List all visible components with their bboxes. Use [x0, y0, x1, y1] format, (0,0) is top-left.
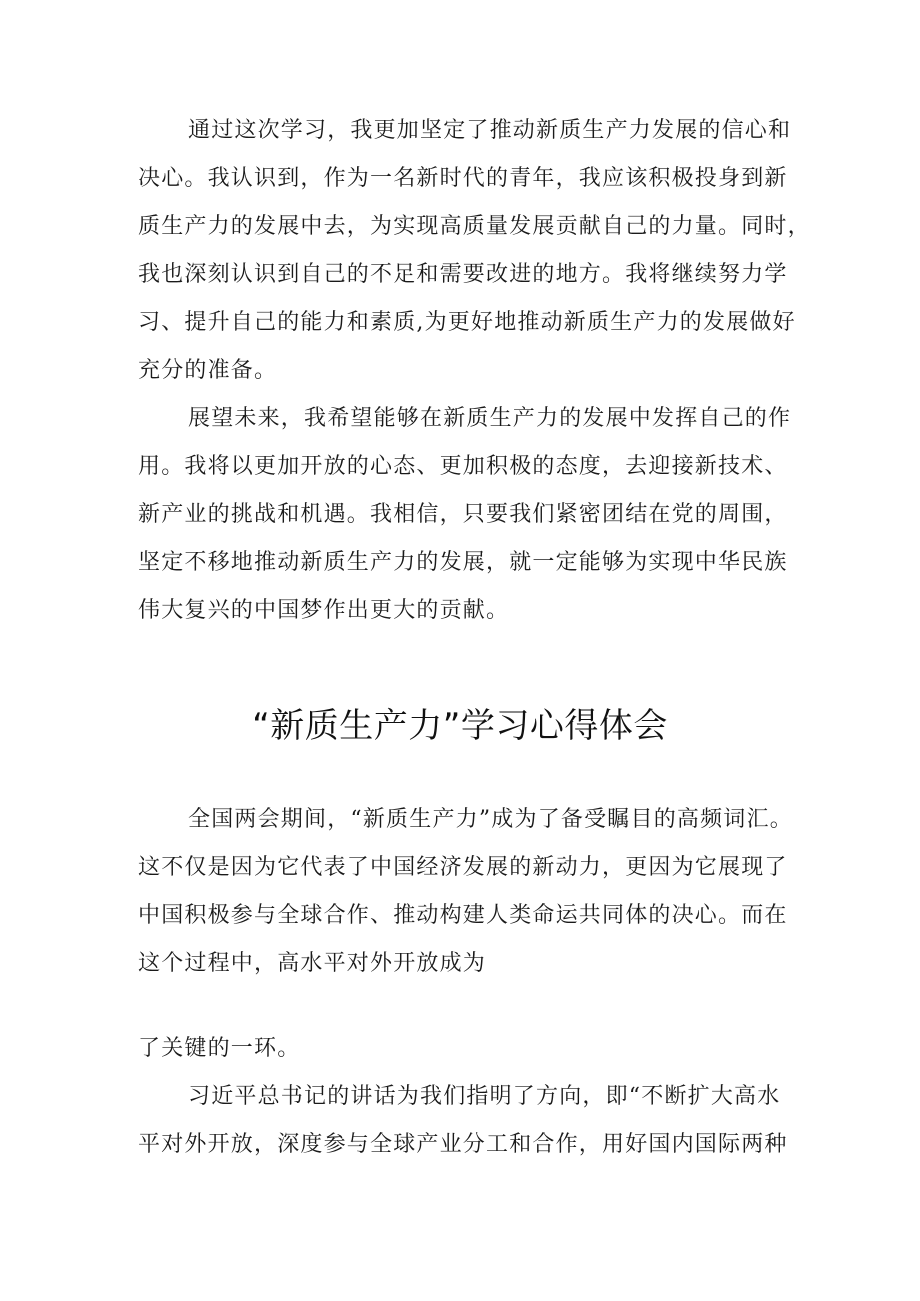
paragraph-line: 我也深刻认识到自己的不足和需要改进的地方。我将继续努力学 — [138, 262, 788, 287]
article-title: “新质生产力”学习心得体会 — [252, 706, 668, 746]
paragraph-line: 坚定不移地推动新质生产力的发展，就一定能够为实现中华民族 — [138, 550, 788, 575]
paragraph-line: 习、提升自己的能力和素质,为更好地推动新质生产力的发展做好 — [138, 310, 796, 335]
paragraph-line: 新产业的挑战和机遇。我相信，只要我们紧密团结在党的周围， — [138, 502, 788, 527]
paragraph-line: 质生产力的发展中去，为实现高质量发展贡献自己的力量。同时， — [138, 214, 811, 239]
paragraph-line: 展望未来，我希望能够在新质生产力的发展中发挥自己的作 — [188, 406, 792, 431]
paragraph-line: 全国两会期间，“新质生产力”成为了备受瞩目的高频词汇。 — [188, 807, 793, 832]
paragraph-line: 伟大复兴的中国梦作出更大的贡献。 — [138, 598, 510, 623]
paragraph-line: 通过这次学习，我更加坚定了推动新质生产力发展的信心和 — [188, 118, 792, 143]
paragraph-line: 这个过程中，高水平对外开放成为 — [138, 951, 487, 976]
paragraph-line: 习近平总书记的讲话为我们指明了方向，即“不断扩大高水 — [188, 1084, 781, 1109]
paragraph-line: 用。我将以更加开放的心态、更加积极的态度，去迎接新技术、 — [138, 454, 788, 479]
paragraph-line: 充分的准备。 — [138, 358, 278, 383]
paragraph-line: 平对外开放，深度参与全球产业分工和合作，用好国内国际两种 — [138, 1132, 788, 1157]
paragraph-line: 中国积极参与全球合作、推动构建人类命运共同体的决心。而在 — [138, 903, 788, 928]
paragraph-line: 这不仅是因为它代表了中国经济发展的新动力，更因为它展现了 — [138, 855, 788, 880]
paragraph-line: 决心。我认识到，作为一名新时代的青年，我应该积极投身到新 — [138, 166, 788, 191]
paragraph-line: 了关键的一环。 — [138, 1036, 301, 1061]
